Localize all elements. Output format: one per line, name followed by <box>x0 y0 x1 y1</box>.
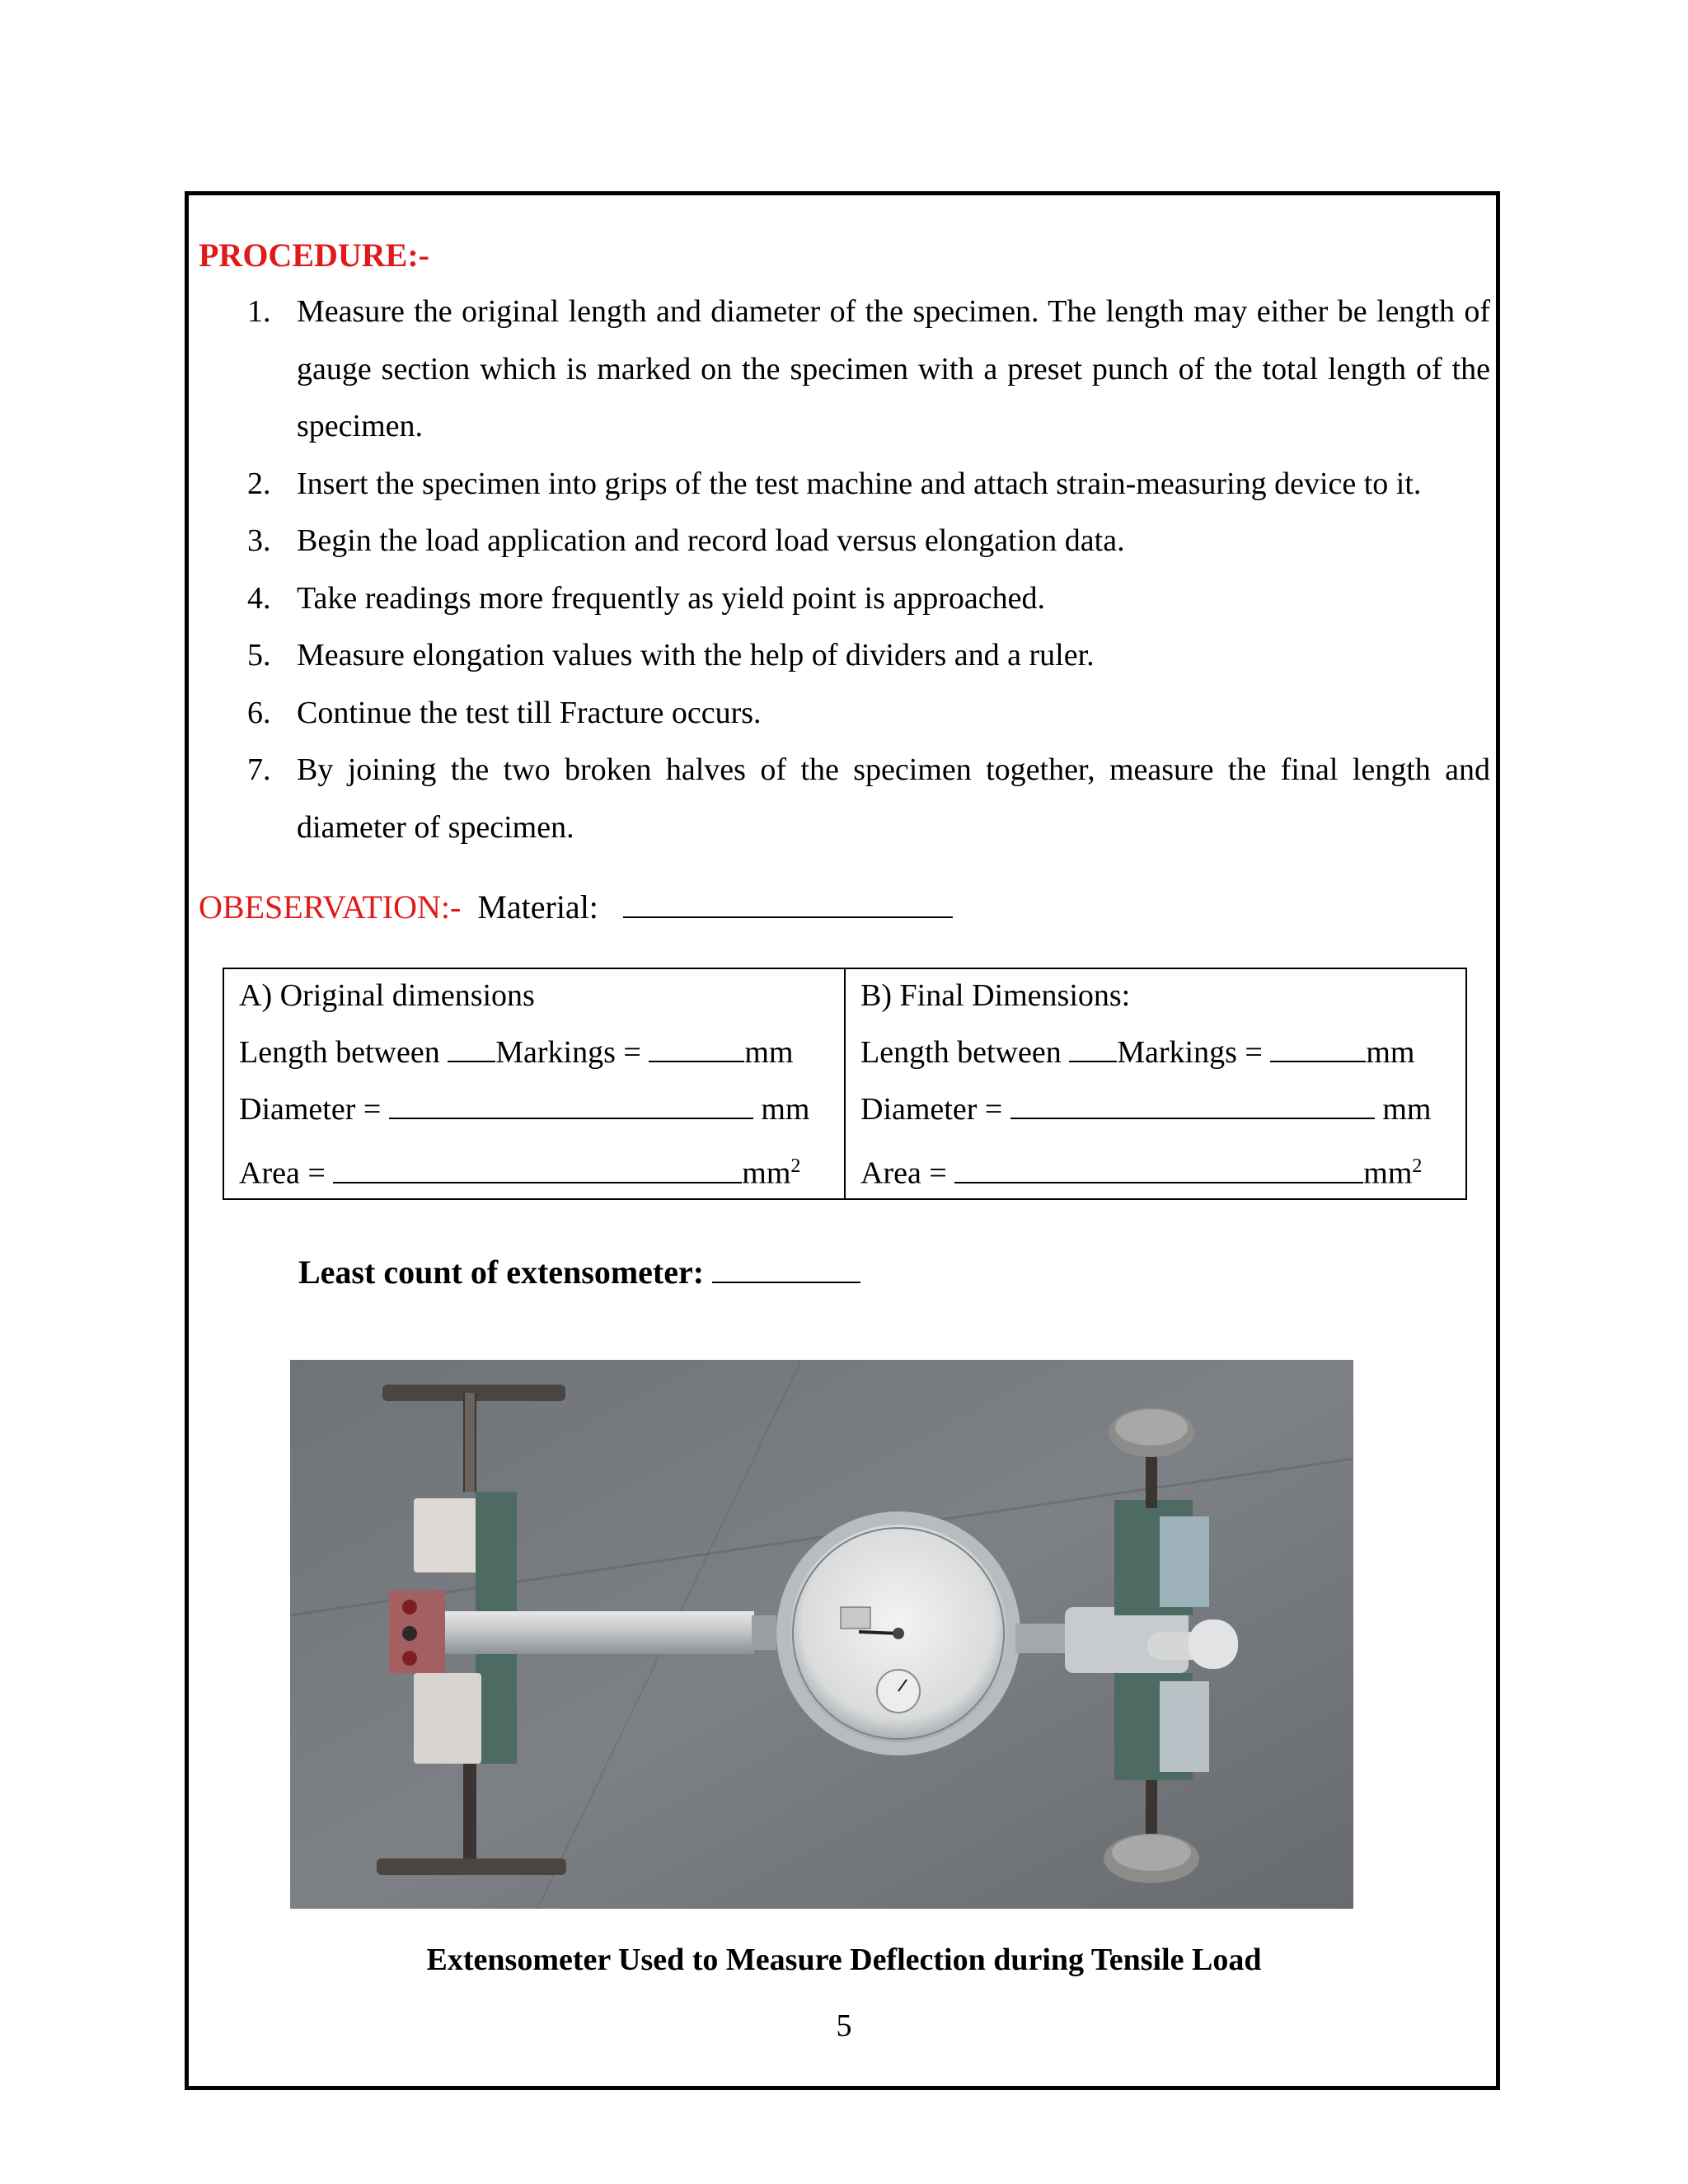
original-diameter-blank[interactable] <box>389 1090 753 1119</box>
observation-line <box>199 888 953 926</box>
procedure-step: 1. Measure the original length and diameter of the specimen. The length may either be length of gauge section which is marked on the specimen with a preset punch of the total length of the specimen. <box>247 294 1490 443</box>
original-area-blank[interactable] <box>333 1154 742 1183</box>
original-heading: A) Original dimensions <box>239 978 535 1013</box>
procedure-heading: PROCEDURE:- <box>199 237 429 274</box>
final-area-blank[interactable] <box>954 1154 1363 1183</box>
dimensions-table <box>223 968 1467 1200</box>
material-label: Material: <box>477 888 598 926</box>
original-dimensions-cell <box>223 968 845 1199</box>
original-diameter-row: Diameter = mm <box>239 1085 829 1141</box>
least-count-label: Least count of extensometer: <box>298 1254 705 1291</box>
final-length-blank[interactable] <box>1270 1033 1366 1062</box>
figure-caption: Extensometer Used to Measure Deflection during Tensile Load <box>426 1943 1262 1977</box>
extensometer-photo <box>290 1360 1353 1909</box>
final-diameter-row: Diameter = mm <box>860 1085 1451 1141</box>
final-diameter-blank[interactable] <box>1010 1090 1375 1119</box>
procedure-step: 5. Measure elongation values with the help of dividers and a ruler. <box>247 638 1095 673</box>
procedure-step: 4. Take readings more frequently as yield point is approached. <box>247 580 1045 616</box>
material-blank[interactable] <box>623 888 953 918</box>
least-count-blank[interactable] <box>712 1254 860 1283</box>
procedure-steps <box>237 284 1490 856</box>
original-length-blank[interactable] <box>649 1033 744 1062</box>
final-length-row: Length between Markings = mm <box>860 1028 1451 1085</box>
procedure-step: 7. By joining the two broken halves of the specimen together, measure the final length and diameter of specimen. <box>247 752 1490 845</box>
procedure-step: 2. Insert the specimen into grips of the test machine and attach strain-measuring device to it. <box>247 466 1422 501</box>
original-area-row: Area = $mm^2$ <box>239 1141 829 1198</box>
original-length-row: Length between Markings = mm <box>239 1028 829 1085</box>
final-heading: B) Final Dimensions: <box>860 978 1131 1013</box>
final-dimensions-cell <box>845 968 1466 1199</box>
page-number: 5 <box>836 2008 852 2043</box>
observation-heading: OBESERVATION:- <box>199 888 462 926</box>
final-markings-blank[interactable] <box>1069 1033 1117 1062</box>
original-markings-blank[interactable] <box>448 1033 495 1062</box>
procedure-step: 6. Continue the test till Fracture occurs. <box>247 695 762 730</box>
final-area-row: Area = $mm^2$ <box>860 1141 1451 1198</box>
least-count-line <box>298 1253 860 1291</box>
procedure-step: 3. Begin the load application and record load versus elongation data. <box>247 523 1125 558</box>
